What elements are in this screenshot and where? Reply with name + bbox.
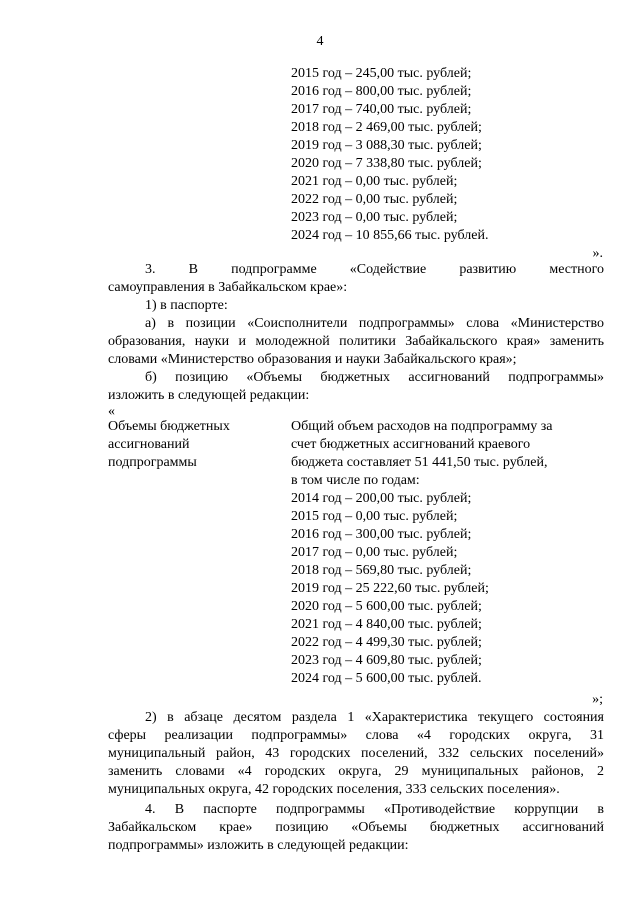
table-year-line: 2020 год – 5 600,00 тыс. рублей; (291, 599, 482, 614)
page-number: 4 (316, 34, 324, 49)
paragraph-4-line: подпрограммы» изложить в следующей редакции: (108, 838, 409, 853)
table-left-cell-line: ассигнований (108, 437, 190, 452)
top-year-line: 2022 год – 0,00 тыс. рублей; (291, 192, 458, 207)
table-right-cell-line: бюджета составляет 51 441,50 тыс. рублей, (291, 455, 548, 470)
paragraph-3a-line: словами «Министерство образования и науки Забайкальского края»; (108, 352, 517, 367)
paragraph-3-2-line: муниципальных округа, 42 городских поселения, 333 сельских поселения». (108, 782, 560, 797)
paragraph-3-2-line: сферы реализации подпрограммы» слова «4 городских округа, 31 (108, 728, 604, 743)
table-year-line: 2021 год – 4 840,00 тыс. рублей; (291, 617, 482, 632)
top-year-line: 2019 год – 3 088,30 тыс. рублей; (291, 138, 482, 153)
closing-quote: ». (592, 246, 603, 261)
paragraph-3a-line: образования, науки и молодежной политики Забайкальского края» заменить (108, 334, 604, 349)
paragraph-3-line: самоуправления в Забайкальском крае»: (108, 280, 348, 295)
paragraph-4-line: Забайкальском крае» позицию «Объемы бюджетных ассигнований (108, 820, 604, 835)
paragraph-3-2-line: муниципальный район, 43 городских поселений, 332 сельских поселений» (108, 746, 604, 761)
top-year-line: 2024 год – 10 855,66 тыс. рублей. (291, 228, 489, 243)
table-right-cell-line: Общий объем расходов на подпрограмму за (291, 419, 553, 434)
table-year-line: 2014 год – 200,00 тыс. рублей; (291, 491, 472, 506)
table-year-line: 2019 год – 25 222,60 тыс. рублей; (291, 581, 489, 596)
table-right-cell-line: счет бюджетных ассигнований краевого (291, 437, 531, 452)
paragraph-3b-line: б) позицию «Объемы бюджетных ассигнований подпрограммы» (145, 370, 604, 385)
paragraph-4-line: 4. В паспорте подпрограммы «Противодействие коррупции в (145, 802, 604, 817)
paragraph-3-2-line: 2) в абзаце десятом раздела 1 «Характеристика текущего состояния (145, 710, 604, 725)
top-year-line: 2015 год – 245,00 тыс. рублей; (291, 66, 472, 81)
table-year-line: 2022 год – 4 499,30 тыс. рублей; (291, 635, 482, 650)
table-year-line: 2017 год – 0,00 тыс. рублей; (291, 545, 458, 560)
top-year-line: 2020 год – 7 338,80 тыс. рублей; (291, 156, 482, 171)
paragraph-3-2-line: заменить словами «4 городских округа, 29 муниципальных районов, 2 (108, 764, 604, 779)
paragraph-3b-line: изложить в следующей редакции: (108, 388, 310, 403)
table-year-line: 2024 год – 5 600,00 тыс. рублей. (291, 671, 482, 686)
table-left-cell-line: подпрограммы (108, 455, 197, 470)
paragraph-3a-line: а) в позиции «Соисполнители подпрограммы» слова «Министерство (145, 316, 604, 331)
table-year-line: 2023 год – 4 609,80 тыс. рублей; (291, 653, 482, 668)
table-left-cell-line: Объемы бюджетных (108, 419, 230, 434)
top-year-line: 2016 год – 800,00 тыс. рублей; (291, 84, 472, 99)
table-right-cell-line: в том числе по годам: (291, 473, 420, 488)
top-year-line: 2021 год – 0,00 тыс. рублей; (291, 174, 458, 189)
table-open-quote: « (108, 404, 115, 419)
paragraph-3-line: 3. В подпрограмме «Содействие развитию местного (145, 262, 604, 277)
top-year-line: 2017 год – 740,00 тыс. рублей; (291, 102, 472, 117)
paragraph-3-1: 1) в паспорте: (145, 298, 228, 313)
top-year-line: 2018 год – 2 469,00 тыс. рублей; (291, 120, 482, 135)
top-year-line: 2023 год – 0,00 тыс. рублей; (291, 210, 458, 225)
table-close-quote: »; (592, 692, 603, 707)
table-year-line: 2015 год – 0,00 тыс. рублей; (291, 509, 458, 524)
table-year-line: 2016 год – 300,00 тыс. рублей; (291, 527, 472, 542)
table-year-line: 2018 год – 569,80 тыс. рублей; (291, 563, 472, 578)
